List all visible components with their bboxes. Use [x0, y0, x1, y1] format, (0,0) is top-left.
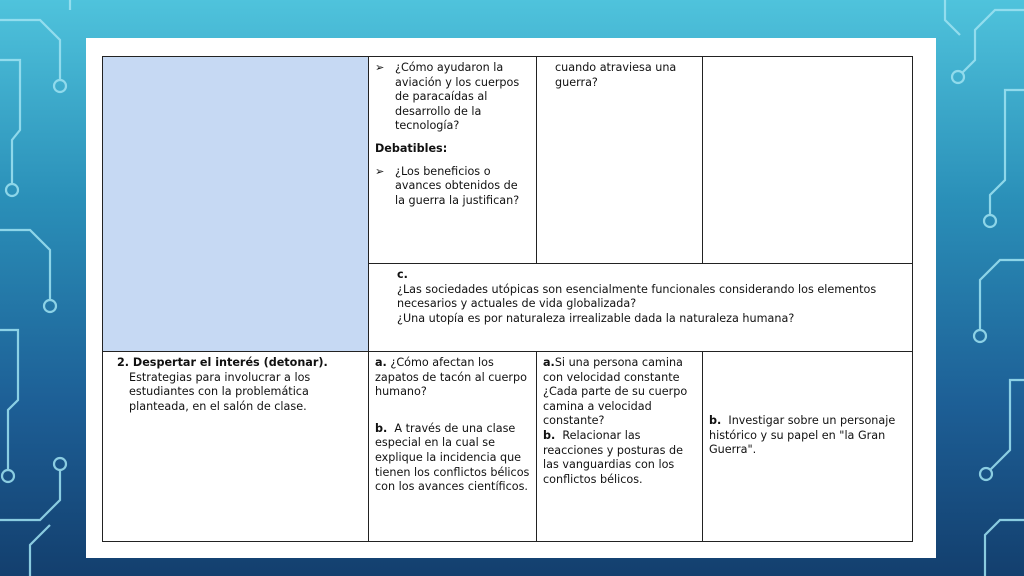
item-label: b. — [709, 414, 722, 427]
table-cell-activities — [703, 352, 913, 542]
item-label: a. — [375, 356, 387, 369]
item-label: b. — [543, 428, 556, 442]
stage-title: 2. Despertar el interés (detonar). — [117, 356, 328, 369]
table-row — [103, 352, 913, 542]
planning-table — [102, 56, 913, 542]
activity-text: Relacionar las reacciones y posturas de las vanguardias con los conflictos bélicos. — [543, 428, 683, 486]
item-label: b. — [375, 421, 388, 435]
table-cell-wide — [369, 264, 913, 352]
arrowhead-bullet-icon: ➢ — [375, 61, 385, 74]
arrowhead-bullet-icon: ➢ — [375, 164, 385, 178]
stage-description: Estrategias para involucrar a los estudiantes con la problemática planteada, en el salón de clase. — [129, 370, 311, 413]
item-label: a. — [543, 356, 555, 369]
activity-text: Investigar sobre un personaje histórico y su papel en "la Gran Guerra". — [709, 414, 896, 457]
activity-text: A través de una clase especial en la cual se explique la incidencia que tienen los conflictos bélicos con los avances científicos. — [375, 421, 530, 494]
table-cell-empty — [703, 57, 913, 264]
question-text: ¿Los beneficios o avances obtenidos de la guerra la justifican? — [395, 164, 520, 207]
question-text: ¿Las sociedades utópicas son esencialmente funcionales considerando los elementos necesarios y actuales de vida globalizada? — [397, 282, 877, 311]
table-cell-activities — [537, 352, 703, 542]
document-sheet — [86, 38, 936, 558]
table-cell-empty-blue — [103, 57, 369, 352]
question-text: ¿Una utopía es por naturaleza irrealizable dada la naturaleza humana? — [397, 311, 795, 325]
activity-text: ¿Cómo afectan los zapatos de tacón al cuerpo humano? — [375, 356, 527, 399]
table-cell-stage — [103, 352, 369, 542]
table-row — [103, 57, 913, 264]
table-cell-activities — [369, 352, 537, 542]
question-text: ¿Cómo ayudaron la aviación y los cuerpos de paracaídas al desarrollo de la tecnología? — [395, 61, 520, 133]
cell-text: cuando atraviesa una guerra? — [555, 61, 677, 89]
table-cell-questions — [369, 57, 537, 264]
table-cell-continuation — [537, 57, 703, 264]
item-label: c. — [397, 268, 408, 281]
debatable-heading: Debatibles: — [375, 141, 448, 155]
activity-text: Si una persona camina con velocidad constante ¿Cada parte de su cuerpo camina a velocidad constante? — [543, 356, 688, 428]
